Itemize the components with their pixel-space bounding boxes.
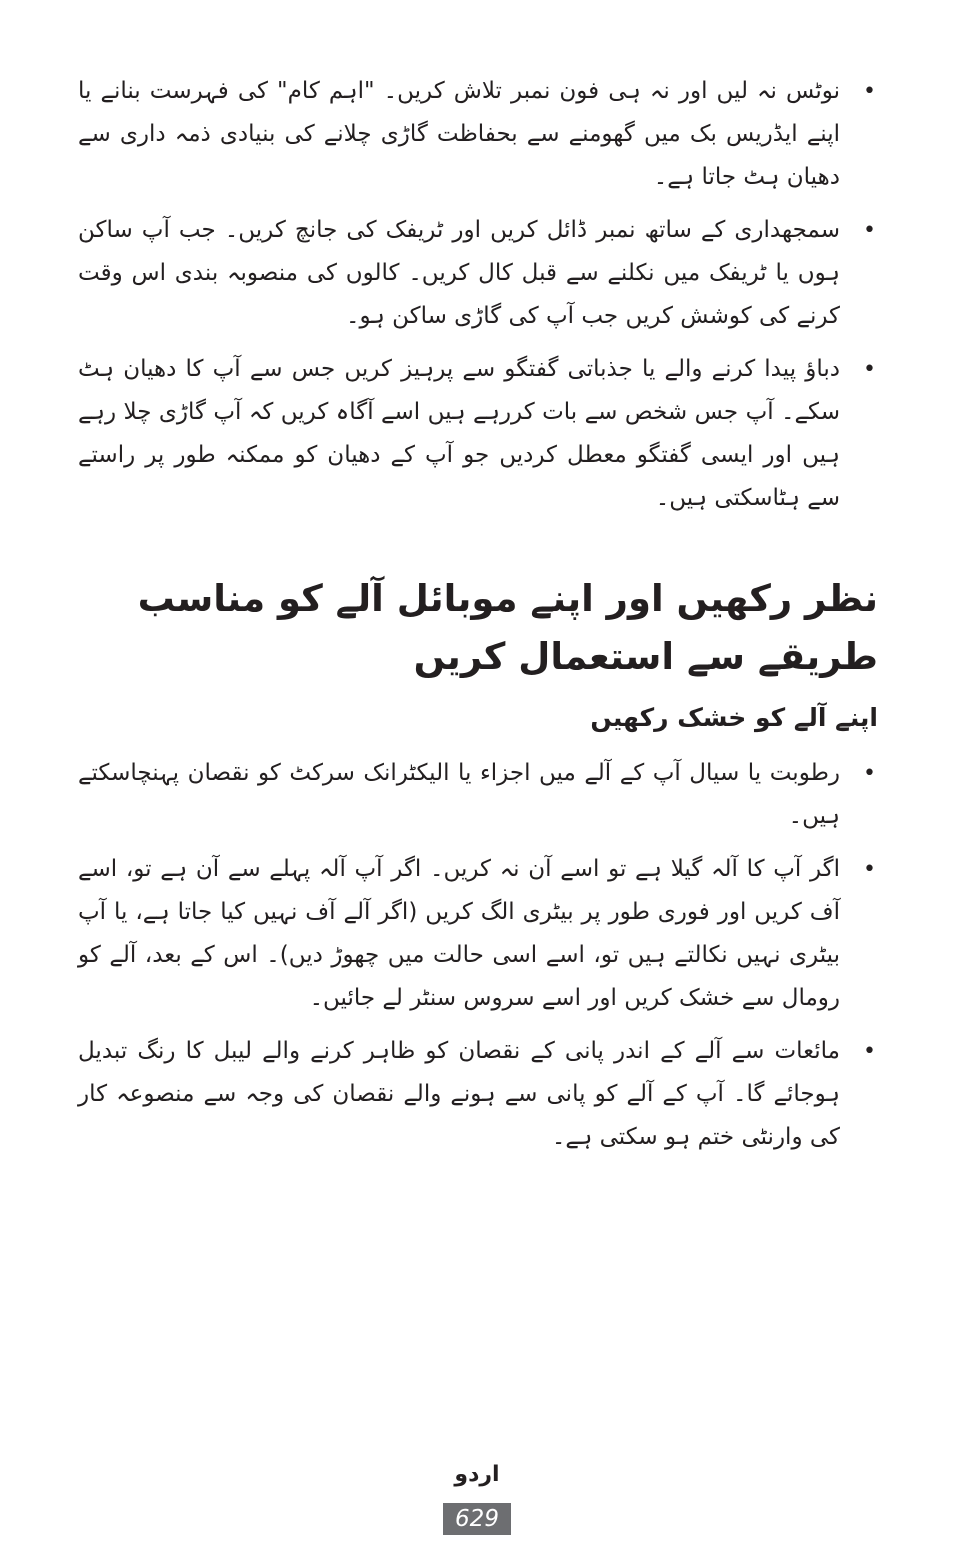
bullet-icon: •	[863, 218, 876, 243]
list-item-text: رطوبت یا سیال آپ کے آلے میں اجزاء یا الیکٹرانک سرکٹ کو نقصان پہنچاسکتے ہیں۔	[78, 760, 840, 829]
section-heading: نظر رکھیں اور اپنے موبائل آلے کو مناسب طریقے سے استعمال کریں	[137, 577, 878, 678]
list-item-text: اگر آپ کا آلہ گیلا ہے تو اسے آن نہ کریں۔ اگر آپ آلہ پہلے سے آن ہے تو، اسے آف کریں اور فوری طور پر بیٹری الگ کریں (اگر آلے آف نہیں کیا جاتا ہے، یا آپ بیٹری نہیں نکالتے ہیں تو، اسے اسی حالت میں چھوڑ دیں)۔ اس کے بعد، آلے کو رومال سے خشک کریں اور اسے سروس سنٹر لے جائیں۔	[78, 856, 840, 1011]
bullet-icon: •	[863, 79, 876, 104]
keep-device-dry-list	[78, 752, 876, 1169]
list-item-text: سمجھداری کے ساتھ نمبر ڈائل کریں اور ٹریفک کی جانچ کریں۔ جب آپ ساکن ہوں یا ٹریفک میں نکلنے سے قبل کال کریں۔ کالوں کی منصوبہ بندی اس وقت کرنے کی کوشش کریں جب آپ کی گاڑی ساکن ہو۔	[78, 217, 840, 329]
list-item-text: دباؤ پیدا کرنے والے یا جذباتی گفتگو سے پرہیز کریں جس سے آپ کا دھیان ہٹ سکے۔ آپ جس شخص سے بات کررہے ہیں اسے آگاہ کریں کہ آپ گاڑی چلا رہے ہیں اور ایسی گفتگو معطل کردیں جو آپ کے دھیان کو ممکنہ طور پر راستے سے ہٹاسکتی ہیں۔	[78, 356, 840, 511]
list-item	[78, 209, 876, 338]
list-item-text: مائعات سے آلے کے اندر پانی کے نقصان کو ظاہر کرنے والے لیبل کا رنگ تبدیل ہوجائے گا۔ آپ کے آلے کو پانی سے ہونے والے نقصان کی وجہ سے منصوعہ کار کی وارنٹی ختم ہو سکتی ہے۔	[78, 1038, 840, 1150]
bullet-icon: •	[863, 761, 876, 786]
bullet-icon: •	[863, 1039, 876, 1064]
list-item	[78, 70, 876, 199]
bullet-icon: •	[863, 857, 876, 882]
driving-tips-list	[78, 70, 876, 530]
page-number-badge: 629	[443, 1503, 511, 1535]
list-item	[78, 848, 876, 1020]
section-subheading: اپنے آلے کو خشک رکھیں	[590, 703, 878, 732]
list-item-text: نوٹس نہ لیں اور نہ ہی فون نمبر تلاش کریں۔ "اہم کام" کی فہرست بنانے یا اپنے ایڈریس بک میں گھومنے سے بحفاظت گاڑی چلانے کی بنیادی ذمہ داری سے دھیان ہٹ جاتا ہے۔	[78, 78, 840, 190]
list-item	[78, 1030, 876, 1159]
footer-language-label: اردو	[454, 1462, 500, 1487]
list-item	[78, 348, 876, 520]
bullet-icon: •	[863, 357, 876, 382]
list-item	[78, 752, 876, 838]
